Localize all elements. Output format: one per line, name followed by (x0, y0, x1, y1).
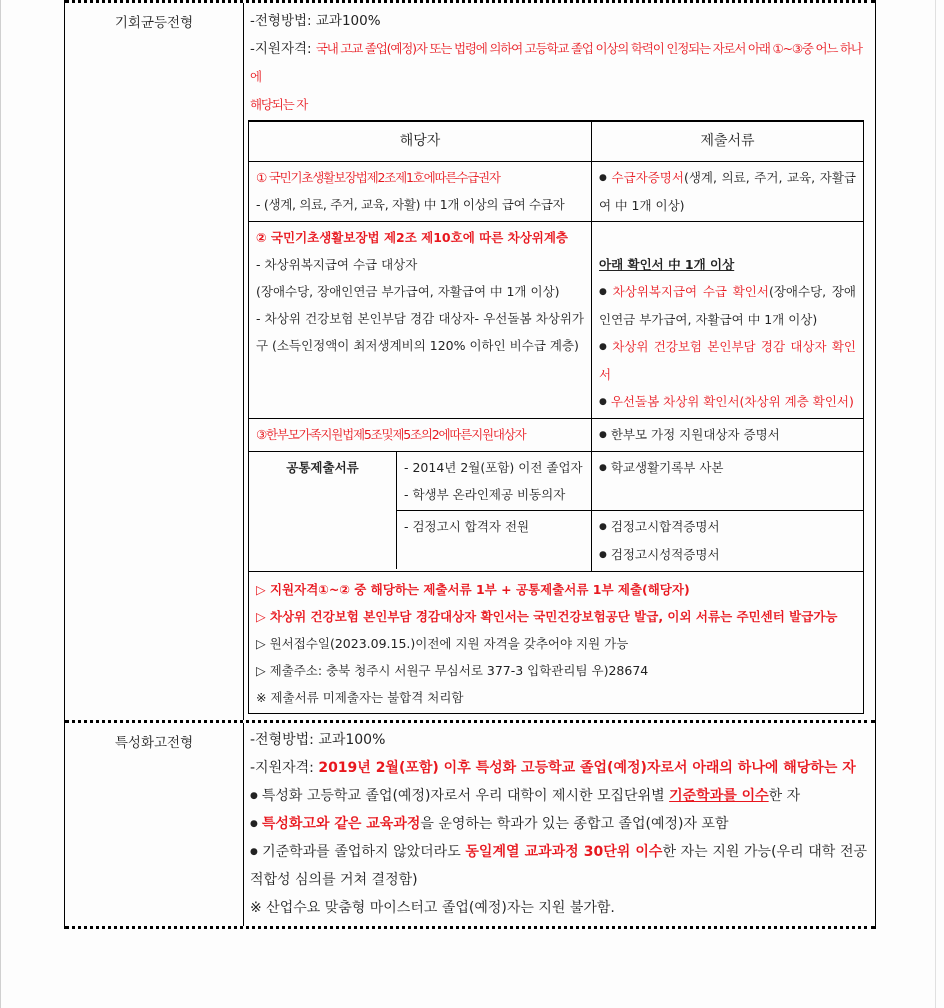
common-group2: - 검정고시 합격자 전원 (404, 519, 530, 534)
documents-cell: ● 한부모 가정 지원대상자 증명서 (592, 419, 864, 452)
table-row (249, 222, 864, 419)
bullet-item: ● 특성화 고등학교 졸업(예정)자로서 우리 대학이 제시한 모집단위별 기준학과를 이수한 자 (250, 788, 801, 804)
qualification-line: -지원자격: 국내 고교 졸업(예정)자 또는 법령에 의하여 고등학교 졸업 이상의 학력이 인정되는 자로서 아래 ①~③중 어느 하나에 (250, 41, 862, 84)
common-docs-label: 공통제출서류 (249, 452, 397, 569)
section-body (244, 3, 875, 720)
section-label: 특성화고전형 (65, 723, 244, 926)
note: ▷ 지원자격①~② 중 해당하는 제출서류 1부 + 공통제출서류 1부 제출(해당자) (256, 582, 690, 597)
bullet-item: ● 기준학과를 졸업하지 않았더라도 동일계열 교과과정 30단위 이수한 자는 지원 가능(우리 대학 전공적합성 심의를 거쳐 결정함) (250, 844, 868, 888)
documents-cell: ● 수급자증명서(생계, 의료, 주거, 교육, 자활급여 中 1개 이상) (592, 162, 864, 222)
section-body (244, 723, 875, 926)
note: ▷ 차상위 건강보험 본인부담 경감대상자 확인서는 국민건강보험공단 발급, 이외 서류는 주민센터 발급가능 (256, 609, 838, 624)
qualification-line: -지원자격: 2019년 2월(포함) 이후 특성화 고등학교 졸업(예정)자로서 아래의 하나에 해당하는 자 (250, 760, 856, 776)
section-specialized-high (65, 723, 875, 929)
header-documents: 제출서류 (592, 121, 864, 162)
page-edge-left (0, 0, 1, 1008)
eligible-cell: ① 국민기초생활보장법제2조제1호에따른수급권자 - (생계, 의료, 주거, 교육, 자활) 中 1개 이상의 급여 수급자 (249, 162, 592, 222)
method-line: -전형방법: 교과100% (250, 732, 386, 748)
admission-table (64, 0, 876, 929)
eligible-cell: ② 국민기초생활보장법 제2조 제10호에 따른 차상위계층 - 차상위복지급여 수급 대상자 (장애수당, 장애인연금 부가급여, 자활급여 中 1개 이상) - 차상위 건강보험 본인부담 경감 대상자- 우선돌봄 차상위가구 (소득인정액이 최저생계비의 120% 이하인 비수급 계층) (249, 222, 592, 419)
bullet-item: ● 특성화고와 같은 교육과정을 운영하는 학과가 있는 종합고 졸업(예정)자 포함 (250, 816, 729, 832)
note: ▷ 원서접수일(2023.09.15.)이전에 지원 자격을 갖추어야 지원 가능 (256, 636, 629, 651)
note: ※ 제출서류 미제출자는 불합격 처리함 (256, 690, 464, 705)
notes-cell (249, 572, 864, 714)
notes-row (249, 572, 864, 714)
note: ※ 산업수요 맞춤형 마이스터고 졸업(예정)자는 지원 불가함. (250, 900, 615, 916)
common-cell (249, 452, 592, 572)
documents-cell: 아래 확인서 中 1개 이상 ● 차상위복지급여 수급 확인서(장애수당, 장애인연금 부가급여, 자활급여 中 1개 이상) ● 차상위 건강보험 본인부담 경감 대상자 확인서 ● 우선돌봄 차상위 확인서(차상위 계층 확인서) (592, 222, 864, 419)
header-eligible: 해당자 (249, 121, 592, 162)
eligibility-table (248, 120, 864, 714)
table-row (249, 419, 864, 452)
qualification-text: 국내 고교 졸업(예정)자 또는 법령에 의하여 고등학교 졸업 이상의 학력이 인정되는 자로서 아래 ①~③중 어느 하나에 (250, 41, 862, 84)
method-line: -전형방법: 교과100% (250, 13, 381, 29)
common-group1-docs: ● 학교생활기록부 사본 (592, 452, 864, 511)
eligible-cell: ③한부모가족지원법제5조및제5조의2에따른지원대상자 (249, 419, 592, 452)
table-row (249, 162, 864, 222)
section-label: 기회균등전형 (65, 3, 244, 720)
qualification-text-cont: 해당되는 자 (250, 97, 308, 112)
page-edge-right (935, 0, 936, 1008)
table-header-row (249, 121, 864, 162)
note: ▷ 제출주소: 충북 청주시 서원구 무심서로 377-3 입학관리팀 우)28674 (256, 663, 649, 678)
table-row-common (249, 452, 864, 511)
section-equal-opportunity (65, 0, 875, 723)
common-group2-docs: ● 검정고시합격증명서 ● 검정고시성적증명서 (592, 511, 864, 572)
common-group1: - 2014년 2월(포함) 이전 졸업자 - 학생부 온라인제공 비동의자 (397, 452, 592, 511)
